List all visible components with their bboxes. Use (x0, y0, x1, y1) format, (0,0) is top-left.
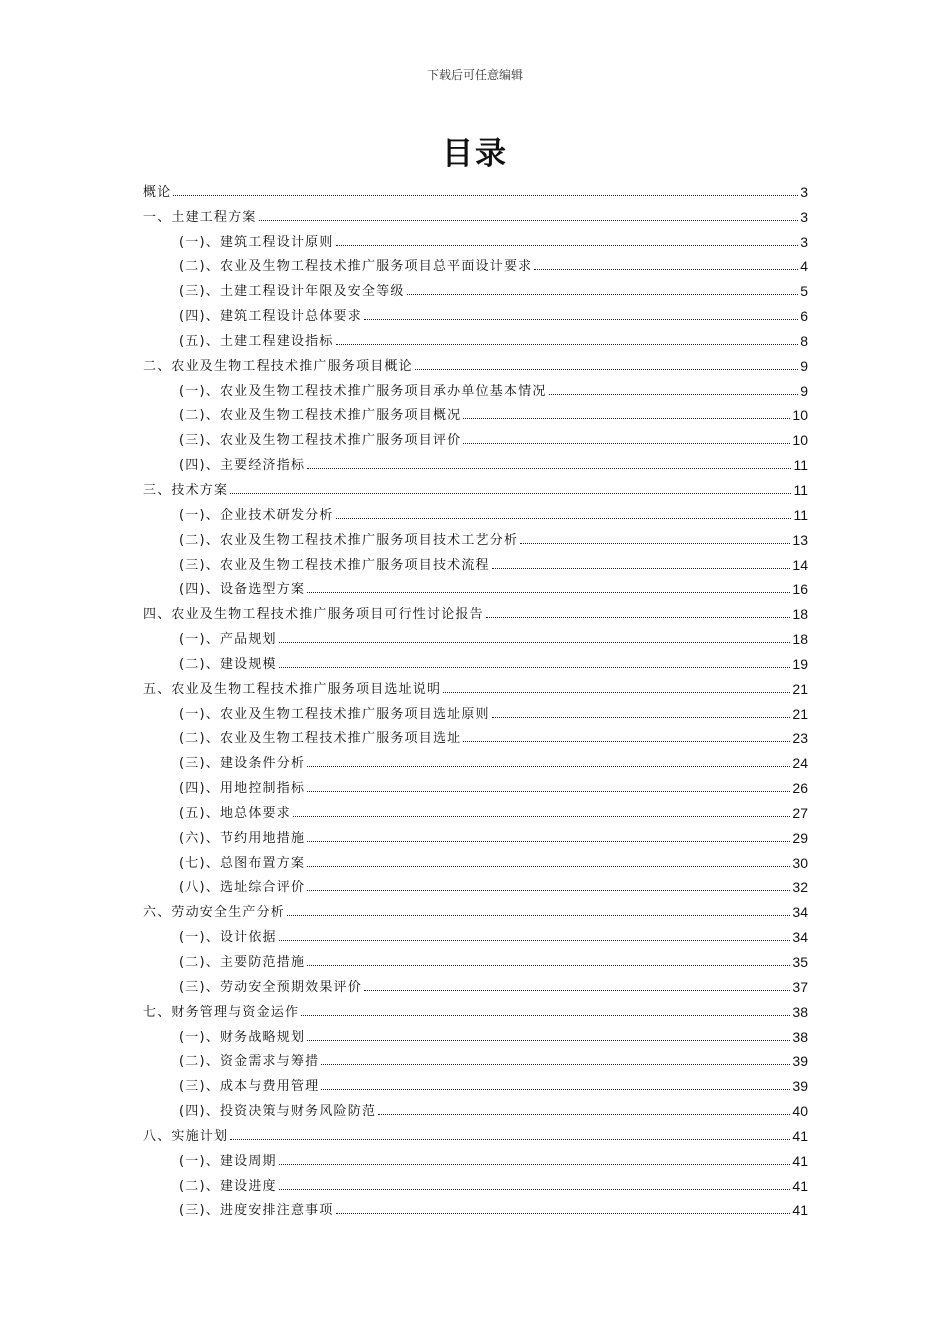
toc-entry-label: (一)、农业及生物工程技术推广服务项目选址原则 (179, 706, 490, 722)
toc-entry-page-number: 37 (792, 978, 808, 995)
toc-entry-page-number: 34 (792, 929, 808, 946)
toc-entry-label: (二)、资金需求与筹措 (179, 1054, 320, 1070)
toc-entry-label: (二)、建设规模 (179, 656, 277, 672)
toc-entry-page-number: 19 (792, 655, 808, 672)
toc-entry-label: (二)、农业及生物工程技术推广服务项目选址 (179, 731, 462, 747)
toc-entry-page-number: 39 (792, 1053, 808, 1070)
toc-dot-leader (230, 492, 791, 494)
toc-entry-page-number: 38 (792, 1003, 808, 1020)
toc-dot-leader (492, 567, 791, 569)
toc-entry-label: (二)、主要防范措施 (179, 955, 306, 970)
toc-entry-label: 一、土建工程方案 (143, 209, 257, 225)
toc-entry-label: (一)、企业技术研发分析 (179, 507, 334, 523)
toc-dot-leader (173, 194, 798, 196)
toc-entry[interactable] (143, 498, 808, 523)
toc-dot-leader (293, 815, 790, 817)
toc-dot-leader (307, 840, 790, 842)
toc-dot-leader (307, 865, 790, 867)
toc-entry-page-number: 10 (792, 432, 808, 449)
toc-entry-page-number: 21 (792, 705, 808, 722)
toc-entry-page-number: 3 (800, 233, 808, 250)
toc-entry-page-number: 21 (792, 680, 808, 697)
toc-entry-page-number: 8 (800, 332, 808, 349)
toc-entry-label: (三)、建设条件分析 (179, 756, 306, 772)
toc-entry-label: (四)、设备选型方案 (179, 582, 306, 598)
toc-entry[interactable] (143, 374, 808, 399)
toc-entry-page-number: 41 (792, 1152, 808, 1169)
toc-entry[interactable] (143, 299, 808, 324)
toc-entry[interactable] (143, 622, 808, 647)
toc-entry-page-number: 3 (800, 183, 808, 200)
toc-entry-label: (四)、建筑工程设计总体要求 (179, 309, 362, 325)
toc-entry-page-number: 18 (792, 606, 808, 623)
toc-entry-page-number: 9 (800, 382, 808, 399)
toc-entry[interactable] (143, 1194, 808, 1219)
toc-dot-leader (549, 393, 799, 395)
toc-entry-label: (四)、投资决策与财务风险防范 (179, 1104, 377, 1120)
toc-dot-leader (279, 641, 791, 643)
toc-dot-leader (321, 1063, 790, 1065)
toc-entry-page-number: 16 (792, 581, 808, 598)
toc-dot-leader (463, 740, 790, 742)
toc-dot-leader (407, 293, 799, 295)
toc-entry[interactable] (143, 523, 808, 548)
toc-dot-leader (301, 1014, 790, 1016)
toc-entry-label: 七、财务管理与资金运作 (143, 1004, 300, 1020)
toc-entry-label: 概论 (143, 184, 172, 200)
toc-entry[interactable] (143, 250, 808, 275)
toc-entry-label: (四)、主要经济指标 (179, 458, 306, 474)
toc-entry-page-number: 6 (800, 308, 808, 325)
toc-dot-leader (307, 964, 790, 966)
toc-entry-page-number: 11 (793, 481, 808, 498)
toc-dot-leader (230, 1138, 790, 1140)
toc-dot-leader (486, 616, 791, 618)
toc-dot-leader (279, 666, 791, 668)
toc-entry-page-number: 13 (792, 531, 808, 548)
toc-dot-leader (307, 790, 790, 792)
toc-dot-leader (336, 343, 799, 345)
toc-entry-label: (一)、财务战略规划 (179, 1029, 306, 1045)
toc-dot-leader (307, 889, 790, 891)
toc-entry[interactable] (143, 573, 808, 598)
toc-dot-leader (336, 1212, 791, 1214)
toc-entry[interactable] (143, 225, 808, 250)
toc-entry[interactable] (143, 1045, 808, 1070)
toc-entry[interactable] (143, 597, 808, 622)
toc-dot-leader (492, 716, 791, 718)
toc-dot-leader (307, 591, 790, 593)
toc-dot-leader (520, 542, 790, 544)
toc-entry-label: 五、农业及生物工程技术推广服务项目选址说明 (143, 681, 442, 697)
toc-entry[interactable] (143, 1020, 808, 1045)
toc-entry[interactable] (143, 846, 808, 871)
toc-entry-label: (三)、农业及生物工程技术推广服务项目评价 (179, 433, 462, 449)
toc-entry-page-number: 40 (792, 1103, 808, 1120)
toc-entry-page-number: 41 (792, 1202, 808, 1219)
toc-entry-label: (六)、节约用地措施 (179, 830, 306, 846)
toc-entry-page-number: 30 (792, 854, 808, 871)
toc-dot-leader (415, 368, 798, 370)
toc-entry-label: (二)、农业及生物工程技术推广服务项目概况 (179, 408, 462, 424)
toc-entry-label: (三)、进度安排注意事项 (179, 1203, 334, 1219)
toc-entry-label: 四、农业及生物工程技术推广服务项目可行性讨论报告 (143, 607, 484, 623)
toc-entry-label: (二)、农业及生物工程技术推广服务项目技术工艺分析 (179, 532, 519, 548)
toc-entry-label: (八)、选址综合评价 (179, 880, 306, 896)
toc-entry[interactable] (143, 1069, 808, 1094)
toc-dot-leader (364, 989, 790, 991)
toc-entry-label: (一)、建筑工程设计原则 (179, 234, 334, 250)
toc-entry-page-number: 34 (792, 904, 808, 921)
toc-dot-leader (307, 765, 790, 767)
toc-entry-page-number: 5 (800, 283, 808, 300)
page-header-note: 下载后可任意编辑 (426, 68, 523, 82)
toc-entry[interactable] (143, 920, 808, 945)
toc-entry[interactable] (143, 771, 808, 796)
toc-entry-page-number: 41 (792, 1127, 808, 1144)
toc-dot-leader (259, 219, 799, 221)
toc-dot-leader (279, 939, 791, 941)
toc-entry-label: (二)、农业及生物工程技术推广服务项目总平面设计要求 (179, 259, 533, 275)
toc-entry-page-number: 4 (800, 258, 808, 275)
toc-entry-label: (一)、设计依据 (179, 930, 277, 946)
toc-entry-label: 八、实施计划 (143, 1128, 229, 1144)
toc-entry[interactable] (143, 399, 808, 424)
toc-entry[interactable] (143, 274, 808, 299)
toc-entry-page-number: 39 (792, 1078, 808, 1095)
toc-entry-label: (一)、建设周期 (179, 1153, 277, 1169)
toc-entry-page-number: 18 (792, 631, 808, 648)
toc-entry[interactable] (143, 324, 808, 349)
toc-entry-page-number: 24 (792, 755, 808, 772)
toc-dot-leader (364, 318, 798, 320)
toc-entry-page-number: 27 (792, 804, 808, 821)
toc-entry[interactable] (143, 647, 808, 672)
toc-dot-leader (321, 1088, 790, 1090)
toc-entry[interactable] (143, 697, 808, 722)
toc-dot-leader (534, 268, 798, 270)
toc-dot-leader (463, 417, 790, 419)
toc-dot-leader (307, 467, 791, 469)
toc-entry[interactable] (143, 349, 808, 374)
toc-entry[interactable] (143, 746, 808, 771)
toc-entry-label: (三)、成本与费用管理 (179, 1079, 320, 1095)
toc-entry[interactable] (143, 672, 808, 697)
toc-entry-label: (七)、总图布置方案 (179, 855, 306, 871)
toc-entry-page-number: 32 (792, 879, 808, 896)
toc-entry-label: (三)、农业及生物工程技术推广服务项目技术流程 (179, 557, 490, 573)
toc-entry[interactable] (143, 821, 808, 846)
toc-dot-leader (336, 244, 799, 246)
toc-entry-label: (五)、地总体要求 (179, 805, 291, 821)
toc-entry-page-number: 26 (792, 780, 808, 797)
toc-entry-label: (五)、土建工程建设指标 (179, 333, 334, 349)
toc-entry-page-number: 11 (793, 506, 808, 523)
toc-entry-label: (一)、产品规划 (179, 632, 277, 648)
toc-entry[interactable] (143, 448, 808, 473)
table-of-contents (143, 175, 808, 1218)
toc-entry[interactable] (143, 1119, 808, 1144)
toc-entry-label: (三)、劳动安全预期效果评价 (179, 979, 362, 995)
toc-dot-leader (287, 914, 790, 916)
toc-entry[interactable] (143, 871, 808, 896)
toc-entry[interactable] (143, 1144, 808, 1169)
toc-entry-page-number: 14 (792, 556, 808, 573)
toc-entry-page-number: 9 (800, 357, 808, 374)
toc-entry-label: (三)、土建工程设计年限及安全等级 (179, 284, 405, 300)
toc-entry-page-number: 41 (792, 1177, 808, 1194)
toc-entry-label: 六、劳动安全生产分析 (143, 905, 286, 921)
toc-entry[interactable] (143, 895, 808, 920)
toc-entry-label: (一)、农业及生物工程技术推广服务项目承办单位基本情况 (179, 383, 547, 399)
toc-entry[interactable] (143, 423, 808, 448)
toc-dot-leader (279, 1163, 791, 1165)
toc-entry[interactable] (143, 548, 808, 573)
page-title: 目录 (442, 136, 508, 172)
toc-entry-label: 三、技术方案 (143, 482, 229, 498)
toc-entry[interactable] (143, 200, 808, 225)
toc-entry[interactable] (143, 175, 808, 200)
toc-entry[interactable] (143, 1169, 808, 1194)
toc-entry-page-number: 23 (792, 730, 808, 747)
toc-entry-page-number: 35 (792, 954, 808, 970)
toc-entry[interactable] (143, 473, 808, 498)
toc-dot-leader (279, 1188, 791, 1190)
toc-entry-page-number: 11 (793, 457, 808, 474)
toc-dot-leader (307, 1039, 790, 1041)
toc-entry-page-number: 29 (792, 829, 808, 846)
toc-entry-page-number: 3 (800, 208, 808, 225)
toc-dot-leader (378, 1113, 790, 1115)
toc-entry-label: 二、农业及生物工程技术推广服务项目概论 (143, 358, 413, 374)
toc-entry[interactable] (143, 995, 808, 1020)
toc-dot-leader (463, 442, 790, 444)
toc-dot-leader (336, 517, 792, 519)
toc-entry[interactable] (143, 945, 808, 970)
toc-dot-leader (443, 691, 790, 693)
toc-entry[interactable] (143, 796, 808, 821)
toc-entry[interactable] (143, 970, 808, 995)
toc-entry-page-number: 38 (792, 1028, 808, 1045)
toc-entry[interactable] (143, 1094, 808, 1119)
toc-entry[interactable] (143, 722, 808, 747)
toc-entry-label: (二)、建设进度 (179, 1178, 277, 1194)
toc-entry-page-number: 10 (792, 407, 808, 424)
toc-entry-label: (四)、用地控制指标 (179, 781, 306, 797)
